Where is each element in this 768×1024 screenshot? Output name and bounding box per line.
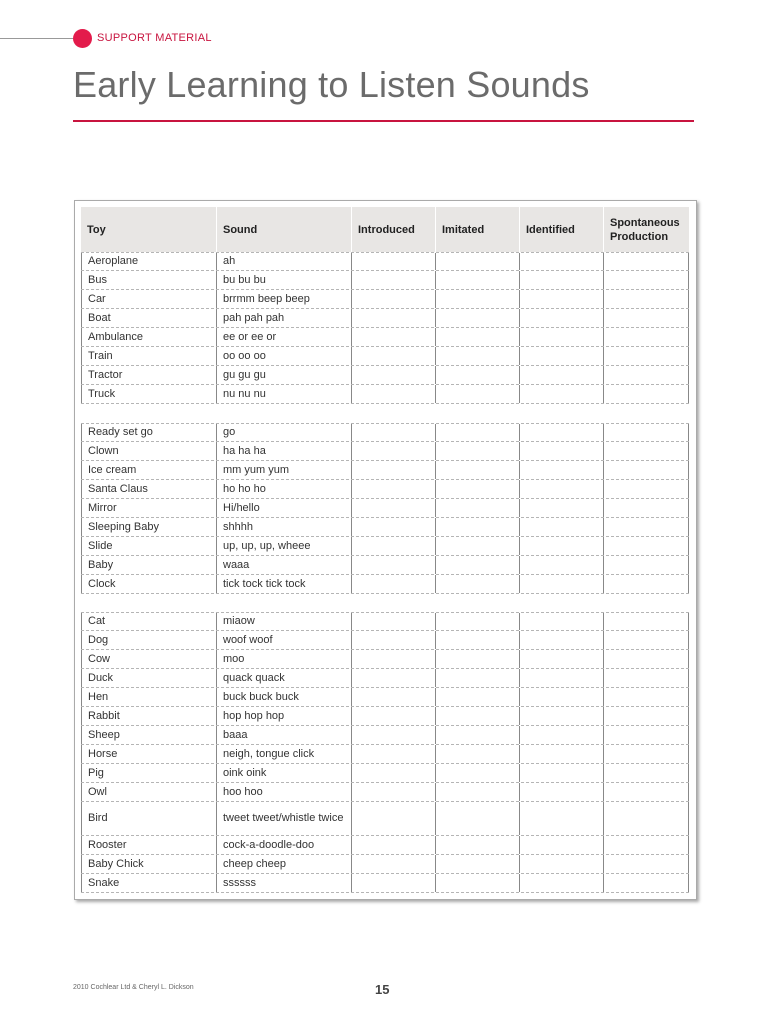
table-row [81, 669, 689, 688]
table-row [81, 855, 689, 874]
introduced-cell[interactable] [351, 366, 435, 384]
identified-cell[interactable] [519, 575, 603, 593]
sound-cell: oink oink [216, 764, 351, 782]
imitated-cell[interactable] [435, 347, 519, 365]
table-row [81, 688, 689, 707]
imitated-cell[interactable] [435, 518, 519, 536]
table-row [81, 556, 689, 575]
introduced-cell[interactable] [351, 537, 435, 555]
table-row [81, 252, 689, 271]
imitated-cell[interactable] [435, 575, 519, 593]
toy-cell: Clown [81, 442, 216, 460]
table-row [81, 783, 689, 802]
sound-cell: go [216, 424, 351, 441]
introduced-cell[interactable] [351, 688, 435, 706]
imitated-cell[interactable] [435, 745, 519, 763]
toy-cell: Ice cream [81, 461, 216, 479]
introduced-cell[interactable] [351, 764, 435, 782]
spontaneous-production-cell[interactable] [603, 836, 689, 854]
table-row [81, 366, 689, 385]
spontaneous-production-cell[interactable] [603, 556, 689, 574]
identified-cell[interactable] [519, 650, 603, 668]
introduced-cell[interactable] [351, 271, 435, 289]
sound-cell: ha ha ha [216, 442, 351, 460]
toy-cell: Slide [81, 537, 216, 555]
sound-cell: quack quack [216, 669, 351, 687]
toy-cell: Car [81, 290, 216, 308]
imitated-cell[interactable] [435, 707, 519, 725]
table-row [81, 575, 689, 594]
spontaneous-production-cell[interactable] [603, 253, 689, 270]
identified-cell[interactable] [519, 290, 603, 308]
sound-cell: brrmm beep beep [216, 290, 351, 308]
introduced-cell[interactable] [351, 556, 435, 574]
sound-cell: mm yum yum [216, 461, 351, 479]
spontaneous-production-cell[interactable] [603, 613, 689, 630]
column-header-toy: Toy [87, 223, 106, 236]
toy-cell: Sleeping Baby [81, 518, 216, 536]
toy-cell: Ambulance [81, 328, 216, 346]
identified-cell[interactable] [519, 783, 603, 801]
toy-cell: Aeroplane [81, 253, 216, 270]
sound-cell: ho ho ho [216, 480, 351, 498]
table-row [81, 612, 689, 631]
column-header-sound: Sound [216, 207, 351, 252]
column-header-spontaneous-production: Spontaneous Production [603, 207, 689, 252]
introduced-cell[interactable] [351, 347, 435, 365]
spontaneous-production-cell[interactable] [603, 347, 689, 365]
toy-cell: Baby [81, 556, 216, 574]
sound-cell: baaa [216, 726, 351, 744]
introduced-cell[interactable] [351, 669, 435, 687]
identified-cell[interactable] [519, 424, 603, 441]
introduced-cell[interactable] [351, 575, 435, 593]
identified-cell[interactable] [519, 328, 603, 346]
identified-cell[interactable] [519, 669, 603, 687]
title-underline [73, 120, 694, 122]
sound-cell: ssssss [216, 874, 351, 892]
copyright-notice: 2010 Cochlear Ltd & Cheryl L. Dickson [73, 984, 194, 991]
table-row [81, 631, 689, 650]
sound-cell: gu gu gu [216, 366, 351, 384]
sound-cell: ee or ee or [216, 328, 351, 346]
identified-cell[interactable] [519, 461, 603, 479]
identified-cell[interactable] [519, 745, 603, 763]
sound-cell: nu nu nu [216, 385, 351, 403]
table-row [81, 537, 689, 556]
identified-cell[interactable] [519, 556, 603, 574]
sound-cell: neigh, tongue click [216, 745, 351, 763]
spontaneous-production-cell[interactable] [603, 874, 689, 892]
spontaneous-production-cell[interactable] [603, 745, 689, 763]
row-group-people-objects [81, 423, 689, 594]
toy-cell: Boat [81, 309, 216, 327]
table-row [81, 423, 689, 442]
toy-cell: Truck [81, 385, 216, 403]
toy-cell: Santa Claus [81, 480, 216, 498]
spontaneous-production-cell[interactable] [603, 480, 689, 498]
spontaneous-production-cell[interactable] [603, 518, 689, 536]
sound-cell: tick tock tick tock [216, 575, 351, 593]
toy-cell: Horse [81, 745, 216, 763]
toy-cell: Baby Chick [81, 855, 216, 873]
introduced-cell[interactable] [351, 480, 435, 498]
spontaneous-production-cell[interactable] [603, 442, 689, 460]
toy-cell: Pig [81, 764, 216, 782]
introduced-cell[interactable] [351, 328, 435, 346]
introduced-cell[interactable] [351, 290, 435, 308]
table-row [81, 764, 689, 783]
header-rule-left [0, 38, 76, 39]
imitated-cell[interactable] [435, 726, 519, 744]
introduced-cell[interactable] [351, 783, 435, 801]
introduced-cell[interactable] [351, 518, 435, 536]
column-header-introduced: Introduced [351, 207, 435, 252]
spontaneous-production-cell[interactable] [603, 271, 689, 289]
spontaneous-production-cell[interactable] [603, 328, 689, 346]
identified-cell[interactable] [519, 613, 603, 630]
identified-cell[interactable] [519, 442, 603, 460]
toy-cell: Snake [81, 874, 216, 892]
identified-cell[interactable] [519, 874, 603, 892]
table-row [81, 874, 689, 893]
introduced-cell[interactable] [351, 855, 435, 873]
sound-cell: oo oo oo [216, 347, 351, 365]
table-row [81, 347, 689, 366]
spontaneous-production-cell[interactable] [603, 783, 689, 801]
introduced-cell[interactable] [351, 385, 435, 403]
introduced-cell[interactable] [351, 442, 435, 460]
sound-cell: buck buck buck [216, 688, 351, 706]
imitated-cell[interactable] [435, 631, 519, 649]
toy-cell: Cow [81, 650, 216, 668]
identified-cell[interactable] [519, 537, 603, 555]
section-bullet-icon [73, 29, 92, 48]
table-row [81, 442, 689, 461]
introduced-cell[interactable] [351, 650, 435, 668]
identified-cell[interactable] [519, 836, 603, 854]
imitated-cell[interactable] [435, 366, 519, 384]
table-row [81, 480, 689, 499]
spontaneous-production-cell[interactable] [603, 802, 689, 835]
imitated-cell[interactable] [435, 669, 519, 687]
identified-cell[interactable] [519, 347, 603, 365]
table-row [81, 461, 689, 480]
sound-cell: miaow [216, 613, 351, 630]
section-label: SUPPORT MATERIAL [97, 32, 212, 44]
introduced-cell[interactable] [351, 309, 435, 327]
toy-cell: Owl [81, 783, 216, 801]
table-row [81, 271, 689, 290]
introduced-cell[interactable] [351, 726, 435, 744]
column-header-imitated: Imitated [435, 207, 519, 252]
spontaneous-production-cell[interactable] [603, 669, 689, 687]
spontaneous-production-cell[interactable] [603, 688, 689, 706]
row-group-animals [81, 612, 689, 893]
imitated-cell[interactable] [435, 688, 519, 706]
introduced-cell[interactable] [351, 745, 435, 763]
identified-cell[interactable] [519, 707, 603, 725]
imitated-cell[interactable] [435, 613, 519, 630]
toy-cell: Tractor [81, 366, 216, 384]
sound-cell: waaa [216, 556, 351, 574]
imitated-cell[interactable] [435, 556, 519, 574]
introduced-cell[interactable] [351, 874, 435, 892]
spontaneous-production-cell[interactable] [603, 309, 689, 327]
imitated-cell[interactable] [435, 328, 519, 346]
introduced-cell[interactable] [351, 499, 435, 517]
spontaneous-production-cell[interactable] [603, 631, 689, 649]
introduced-cell[interactable] [351, 631, 435, 649]
introduced-cell[interactable] [351, 802, 435, 835]
introduced-cell[interactable] [351, 613, 435, 630]
table-row [81, 385, 689, 404]
toy-cell: Rooster [81, 836, 216, 854]
identified-cell[interactable] [519, 499, 603, 517]
sound-cell: tweet tweet/whistle twice [216, 802, 351, 835]
imitated-cell[interactable] [435, 480, 519, 498]
sound-cell: cock-a-doodle-doo [216, 836, 351, 854]
imitated-cell[interactable] [435, 855, 519, 873]
table-header-row [81, 207, 689, 252]
toy-cell: Bird [81, 802, 216, 835]
imitated-cell[interactable] [435, 650, 519, 668]
toy-cell: Hen [81, 688, 216, 706]
imitated-cell[interactable] [435, 309, 519, 327]
spontaneous-production-cell[interactable] [603, 385, 689, 403]
imitated-cell[interactable] [435, 271, 519, 289]
identified-cell[interactable] [519, 764, 603, 782]
imitated-cell[interactable] [435, 836, 519, 854]
table-row [81, 328, 689, 347]
toy-cell: Dog [81, 631, 216, 649]
identified-cell[interactable] [519, 309, 603, 327]
imitated-cell[interactable] [435, 442, 519, 460]
spontaneous-production-cell[interactable] [603, 707, 689, 725]
introduced-cell[interactable] [351, 461, 435, 479]
table-row [81, 290, 689, 309]
table-row [81, 650, 689, 669]
sounds-checklist-table [74, 200, 697, 900]
table-row [81, 518, 689, 537]
imitated-cell[interactable] [435, 874, 519, 892]
identified-cell[interactable] [519, 631, 603, 649]
identified-cell[interactable] [519, 688, 603, 706]
sound-cell: pah pah pah [216, 309, 351, 327]
toy-cell: Bus [81, 271, 216, 289]
spontaneous-production-cell[interactable] [603, 499, 689, 517]
imitated-cell[interactable] [435, 499, 519, 517]
sound-cell: cheep cheep [216, 855, 351, 873]
identified-cell[interactable] [519, 480, 603, 498]
imitated-cell[interactable] [435, 290, 519, 308]
row-group-vehicles [81, 252, 689, 404]
identified-cell[interactable] [519, 253, 603, 270]
sound-cell: hop hop hop [216, 707, 351, 725]
imitated-cell[interactable] [435, 424, 519, 441]
table-row [81, 802, 689, 836]
spontaneous-production-cell[interactable] [603, 726, 689, 744]
identified-cell[interactable] [519, 802, 603, 835]
sound-cell: bu bu bu [216, 271, 351, 289]
sound-cell: moo [216, 650, 351, 668]
table-row [81, 836, 689, 855]
imitated-cell[interactable] [435, 764, 519, 782]
identified-cell[interactable] [519, 518, 603, 536]
sound-cell: up, up, up, wheee [216, 537, 351, 555]
toy-cell: Mirror [81, 499, 216, 517]
sound-cell: woof woof [216, 631, 351, 649]
spontaneous-production-cell[interactable] [603, 575, 689, 593]
introduced-cell[interactable] [351, 707, 435, 725]
toy-cell: Duck [81, 669, 216, 687]
page-number: 15 [375, 982, 390, 997]
toy-cell: Sheep [81, 726, 216, 744]
identified-cell[interactable] [519, 855, 603, 873]
imitated-cell[interactable] [435, 253, 519, 270]
spontaneous-production-cell[interactable] [603, 650, 689, 668]
spontaneous-production-cell[interactable] [603, 855, 689, 873]
toy-cell: Train [81, 347, 216, 365]
table-row [81, 726, 689, 745]
imitated-cell[interactable] [435, 537, 519, 555]
imitated-cell[interactable] [435, 783, 519, 801]
sound-cell: shhhh [216, 518, 351, 536]
table-row [81, 499, 689, 518]
spontaneous-production-cell[interactable] [603, 461, 689, 479]
toy-cell: Clock [81, 575, 216, 593]
identified-cell[interactable] [519, 271, 603, 289]
table-row [81, 745, 689, 764]
spontaneous-production-cell[interactable] [603, 424, 689, 441]
identified-cell[interactable] [519, 726, 603, 744]
spontaneous-production-cell[interactable] [603, 764, 689, 782]
imitated-cell[interactable] [435, 802, 519, 835]
toy-cell: Rabbit [81, 707, 216, 725]
spontaneous-production-cell[interactable] [603, 290, 689, 308]
imitated-cell[interactable] [435, 461, 519, 479]
column-header-identified: Identified [519, 207, 603, 252]
identified-cell[interactable] [519, 366, 603, 384]
identified-cell[interactable] [519, 385, 603, 403]
page-title: Early Learning to Listen Sounds [73, 64, 590, 105]
spontaneous-production-cell[interactable] [603, 366, 689, 384]
introduced-cell[interactable] [351, 424, 435, 441]
spontaneous-production-cell[interactable] [603, 537, 689, 555]
introduced-cell[interactable] [351, 253, 435, 270]
sound-cell: ah [216, 253, 351, 270]
imitated-cell[interactable] [435, 385, 519, 403]
table-row [81, 707, 689, 726]
toy-cell: Ready set go [81, 424, 216, 441]
sound-cell: Hi/hello [216, 499, 351, 517]
toy-cell: Cat [81, 613, 216, 630]
introduced-cell[interactable] [351, 836, 435, 854]
table-row [81, 309, 689, 328]
sound-cell: hoo hoo [216, 783, 351, 801]
